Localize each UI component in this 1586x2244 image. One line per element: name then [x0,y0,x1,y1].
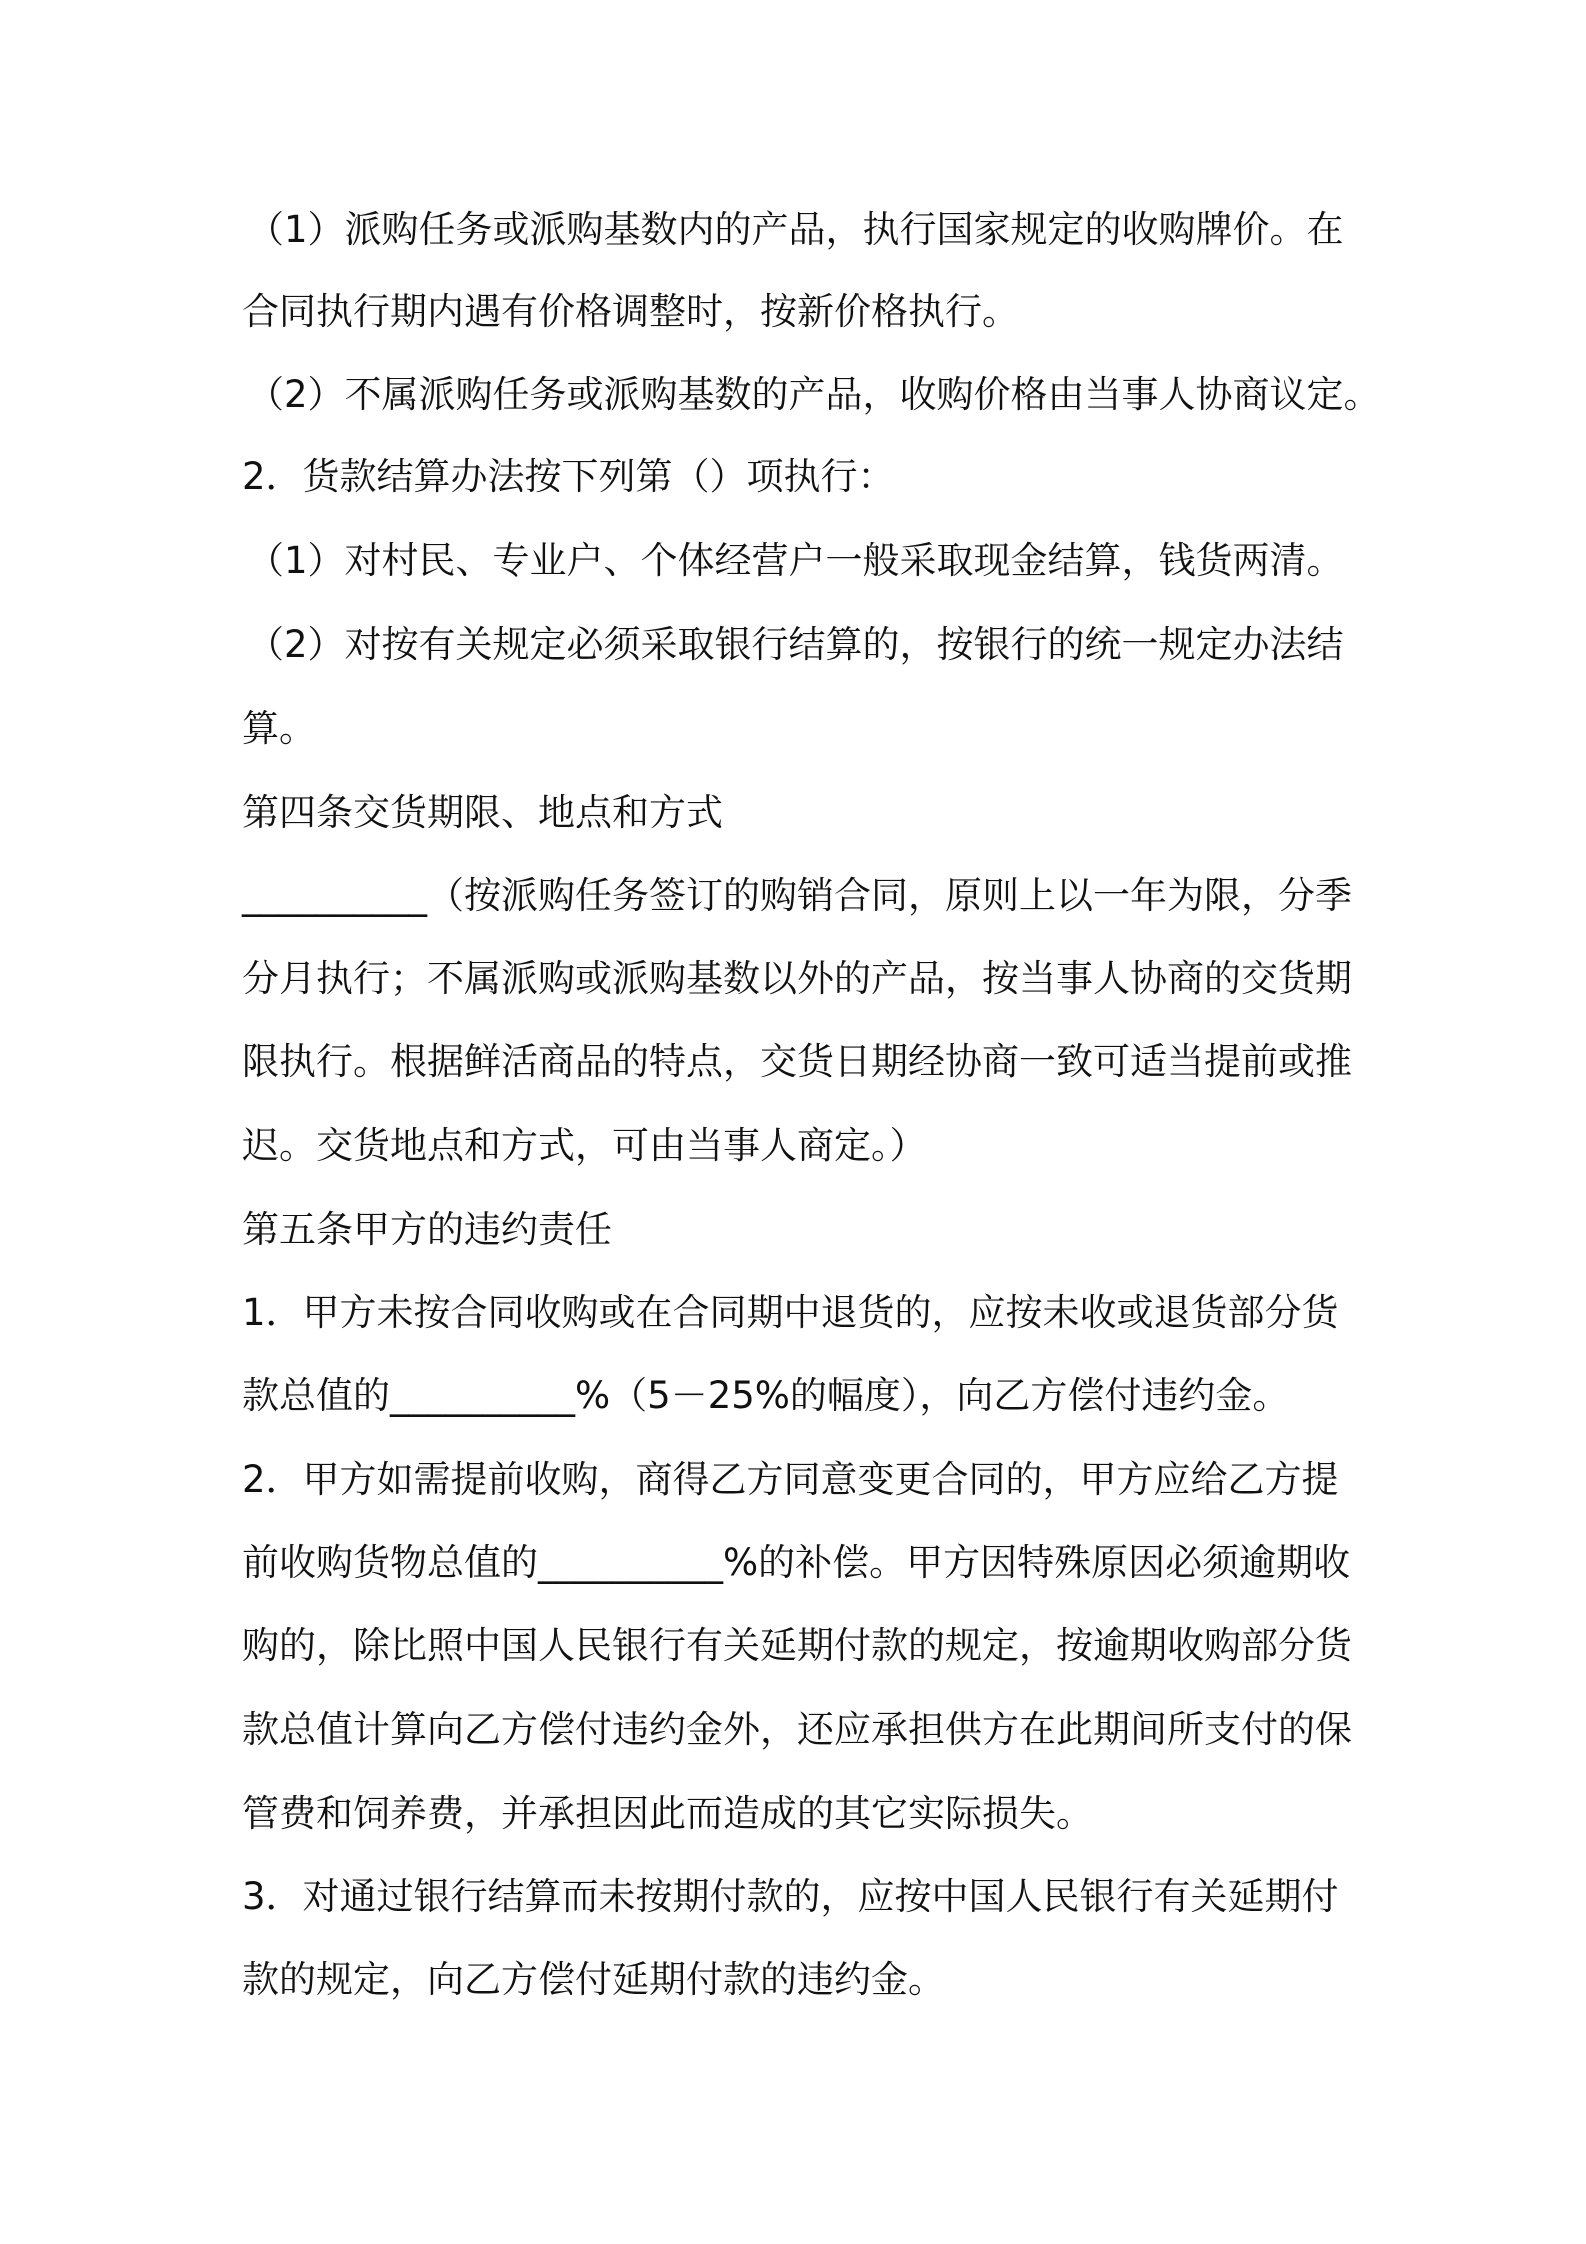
text-line: 前收购货物总值的__________%的补偿。甲方因特殊原因必须逾期收 [242,1541,1351,1584]
text-line: 款的规定，向乙方偿付延期付款的违约金。 [242,1958,945,2001]
text-line: 购的，除比照中国人民银行有关延期付款的规定，按逾期收购部分货 [242,1624,1352,1667]
text-line: 限执行。根据鲜活商品的特点，交货日期经协商一致可适当提前或推 [242,1040,1352,1083]
text-line: 算。 [242,707,316,750]
text-line: （1）派购任务或派购基数内的产品，执行国家规定的收购牌价。在 [247,208,1344,251]
section-heading: 第五条甲方的违约责任 [242,1208,612,1251]
text-line: 款总值的__________%（5－25%的幅度），向乙方偿付违约金。 [242,1374,1290,1417]
text-line: （2）不属派购任务或派购基数的产品，收购价格由当事人协商议定。 [247,373,1381,416]
text-line: 1．甲方未按合同收购或在合同期中退货的，应按未收或退货部分货 [242,1291,1339,1334]
text-line: 2．甲方如需提前收购，商得乙方同意变更合同的，甲方应给乙方提 [242,1458,1339,1501]
text-line: 合同执行期内遇有价格调整时，按新价格执行。 [242,290,1019,333]
text-line: 管费和饲养费，并承担因此而造成的其它实际损失。 [242,1792,1093,1835]
text-line: （1）对村民、专业户、个体经营户一般采取现金结算，钱货两清。 [247,539,1344,582]
text-line: 款总值计算向乙方偿付违约金外，还应承担供方在此期间所支付的保 [242,1708,1352,1751]
text-line: 分月执行；不属派购或派购基数以外的产品，按当事人协商的交货期 [242,957,1352,1000]
section-heading: 第四条交货期限、地点和方式 [242,791,723,834]
text-line: 迟。交货地点和方式，可由当事人商定。） [242,1124,927,1167]
text-line: 2．货款结算办法按下列第（）项执行： [242,455,895,498]
text-line: __________（按派购任务签订的购销合同，原则上以一年为限，分季 [242,874,1352,917]
text-line: 3．对通过银行结算而未按期付款的，应按中国人民银行有关延期付 [242,1875,1339,1918]
text-line: （2）对按有关规定必须采取银行结算的，按银行的统一规定办法结 [247,623,1344,666]
